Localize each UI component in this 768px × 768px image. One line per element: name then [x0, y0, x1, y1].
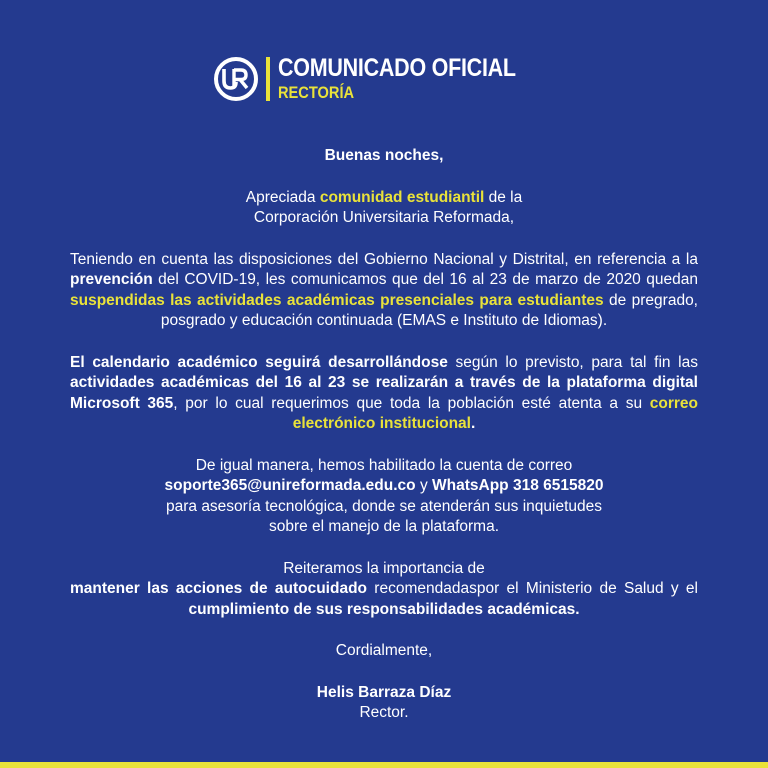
header-divider: [266, 57, 270, 101]
highlight-text: correo electrónico institucional: [292, 394, 698, 432]
signature-name: Helis Barraza Díaz: [316, 683, 452, 701]
bottom-accent-bar: [0, 762, 768, 768]
title-block: [278, 56, 555, 101]
support-line-3: para asesoría tecnológica, donde se atenderán sus inquietudes: [165, 497, 603, 515]
paragraph-selfcare: mantener las acciones de autocuidado recomendadaspor el Ministerio de Salud y el cumplimiento de sus responsabilidades académicas.: [70, 580, 698, 618]
highlight-text: comunidad estudiantil: [319, 188, 485, 206]
salutation-line-1: Apreciada comunidad estudiantil de la: [245, 188, 523, 206]
selfcare-line-1: Reiteramos la importancia de: [283, 559, 485, 577]
support-line-1: De igual manera, hemos habilitado la cuenta de correo: [195, 456, 573, 474]
header-subtitle: RECTORÍA: [277, 83, 354, 102]
salutation-line-2: Corporación Universitaria Reformada,: [253, 209, 515, 226]
paragraph-calendar: El calendario académico seguirá desarrollándose según lo previsto, para tal fin las actividades académicas del 16 al 23 se realizarán a través de la plataforma digital Microsoft 365, por lo cual requerimos que toda la población esté atenta a su correo electrónico institucional.: [70, 353, 698, 432]
ur-logo-icon: [221, 66, 251, 92]
signature-role: Rector.: [359, 704, 409, 721]
letter-body: [70, 146, 698, 724]
university-logo: [214, 57, 258, 101]
support-contacts: soporte365@unireformada.edu.co y WhatsApp 318 6515820: [164, 477, 604, 494]
support-whatsapp: WhatsApp 318 6515820: [432, 477, 604, 494]
paragraph-suspension: Teniendo en cuenta las disposiciones del Gobierno Nacional y Distrital, en referencia a la prevención del COVID-19, les comunicamos que del 16 al 23 de marzo de 2020 quedan suspendidas las actividades académicas presenciales para estudiantes de pregrado, posgrado y educación continuada (EMAS e Instituto de Idiomas).: [70, 250, 698, 329]
header-title: COMUNICADO OFICIAL: [277, 54, 516, 82]
support-line-4: sobre el manejo de la plataforma.: [268, 518, 500, 535]
greeting: Buenas noches,: [324, 147, 444, 164]
support-email: soporte365@unireformada.edu.co: [164, 477, 416, 494]
closing: Cordialmente,: [335, 642, 433, 659]
header: [0, 56, 768, 101]
highlight-text: suspendidas las actividades académicas presenciales para estudiantes: [70, 291, 604, 309]
